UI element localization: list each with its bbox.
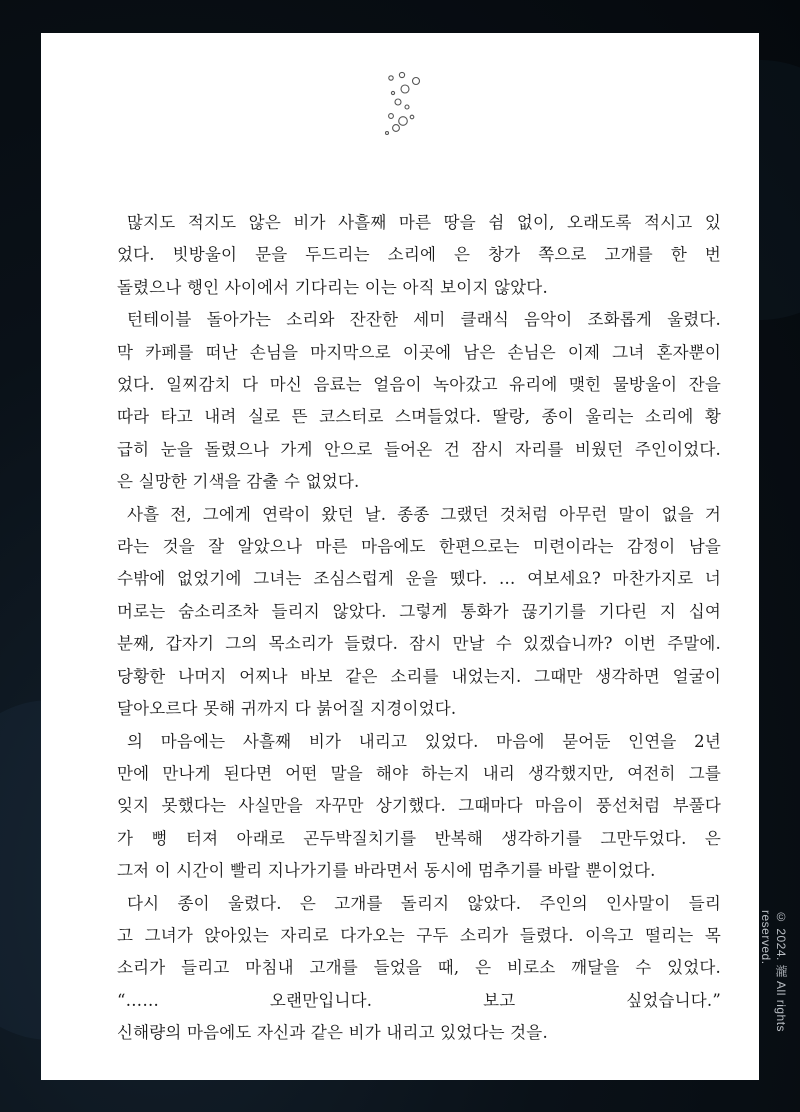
story-line: 소리가 들리고 마침내 고개를 들었을 때, 은 비로소 깨달을 수 있었다. — [117, 958, 721, 978]
bubbles-ornament-icon — [381, 71, 421, 141]
story-line: 잊지 못했다는 사실만을 자꾸만 상기했다. 그때마다 마음이 풍선처럼 부풀다 — [117, 796, 721, 816]
story-line: 신해량의 마음에도 자신과 같은 비가 내리고 있었다는 것을. — [117, 1023, 548, 1043]
story-line: “…… 오랜만입니다. 보고 싶었습니다.” — [117, 990, 721, 1010]
story-line: 분째, 갑자기 그의 목소리가 들렸다. 잠시 만날 수 있겠습니까? 이번 주말에. — [117, 634, 721, 654]
story-line: 돌렸으나 행인 사이에서 기다리는 이는 아직 보이지 않았다. — [117, 277, 548, 297]
story-line: 은 실망한 기색을 감출 수 없었다. — [117, 472, 360, 492]
story-line: 사흘 전, 그에게 연락이 왔던 날. 종종 그랬던 것처럼 아무런 말이 없을 거 — [127, 504, 721, 524]
story-line: 그저 이 시간이 빨리 지나가기를 바라면서 동시에 멈추기를 바랄 뿐이었다. — [117, 861, 656, 881]
story-line: 고 그녀가 앉아있는 자리로 다가오는 구두 소리가 들렸다. 이윽고 떨리는 목 — [117, 925, 721, 945]
story-line: 따라 타고 내려 실로 뜬 코스터로 스며들었다. 딸랑, 종이 울리는 소리에 황 — [117, 407, 721, 427]
story-line: 었다. 일찌감치 다 마신 음료는 얼음이 녹아갔고 유리에 맺힌 물방울이 잔을 — [117, 375, 721, 395]
story-line: 만에 만나게 된다면 어떤 말을 해야 하는지 내리 생각했지만, 여전히 그를 — [117, 763, 721, 783]
story-line: 많지도 적지도 않은 비가 사흘째 마른 땅을 쉼 없이, 오래도록 적시고 있 — [127, 213, 721, 232]
story-text — [117, 207, 721, 1050]
story-line: 라는 것을 잘 알았으나 마른 마음에도 한편으로는 미련이라는 감정이 남을 — [117, 537, 721, 557]
story-line: 당황한 나머지 어찌나 바보 같은 소리를 내었는지. 그때만 생각하면 얼굴이 — [117, 666, 721, 686]
story-line: 턴테이블 돌아가는 소리와 잔잔한 세미 클래식 음악이 조화롭게 울렸다. — [127, 310, 721, 330]
story-line: 다시 종이 울렸다. 은 고개를 돌리지 않았다. 주인의 인사말이 들리 — [127, 893, 721, 913]
story-line: 머로는 숨소리조차 들리지 않았다. 그렇게 통화가 끊기기를 기다린 지 십여 — [117, 601, 721, 621]
story-line: 가 뻥 터져 아래로 곤두박질치기를 반복해 생각하기를 그만두었다. 은 — [117, 828, 721, 848]
story-line: 급히 눈을 돌렸으나 가게 안으로 들어온 건 잠시 자리를 비웠던 주인이었다. — [117, 439, 721, 459]
story-line: 의 마음에는 사흘째 비가 내리고 있었다. 마음에 묻어둔 인연을 2년 — [127, 731, 721, 751]
story-line: 막 카페를 떠난 손님을 마지막으로 이곳에 남은 손님은 이제 그녀 혼자뿐이 — [117, 342, 721, 362]
story-page — [41, 33, 759, 1080]
story-line: 달아오르다 못해 귀까지 다 붉어질 지경이었다. — [117, 699, 457, 719]
copyright-notice: © 2024. 瀧 All rights reserved. — [759, 910, 788, 1033]
story-line: 수밖에 없었기에 그녀는 조심스럽게 운을 뗐다. … 여보세요? 마찬가지로 너 — [117, 569, 721, 589]
story-line: 었다. 빗방울이 문을 두드리는 소리에 은 창가 쪽으로 고개를 한 번 — [117, 245, 721, 265]
